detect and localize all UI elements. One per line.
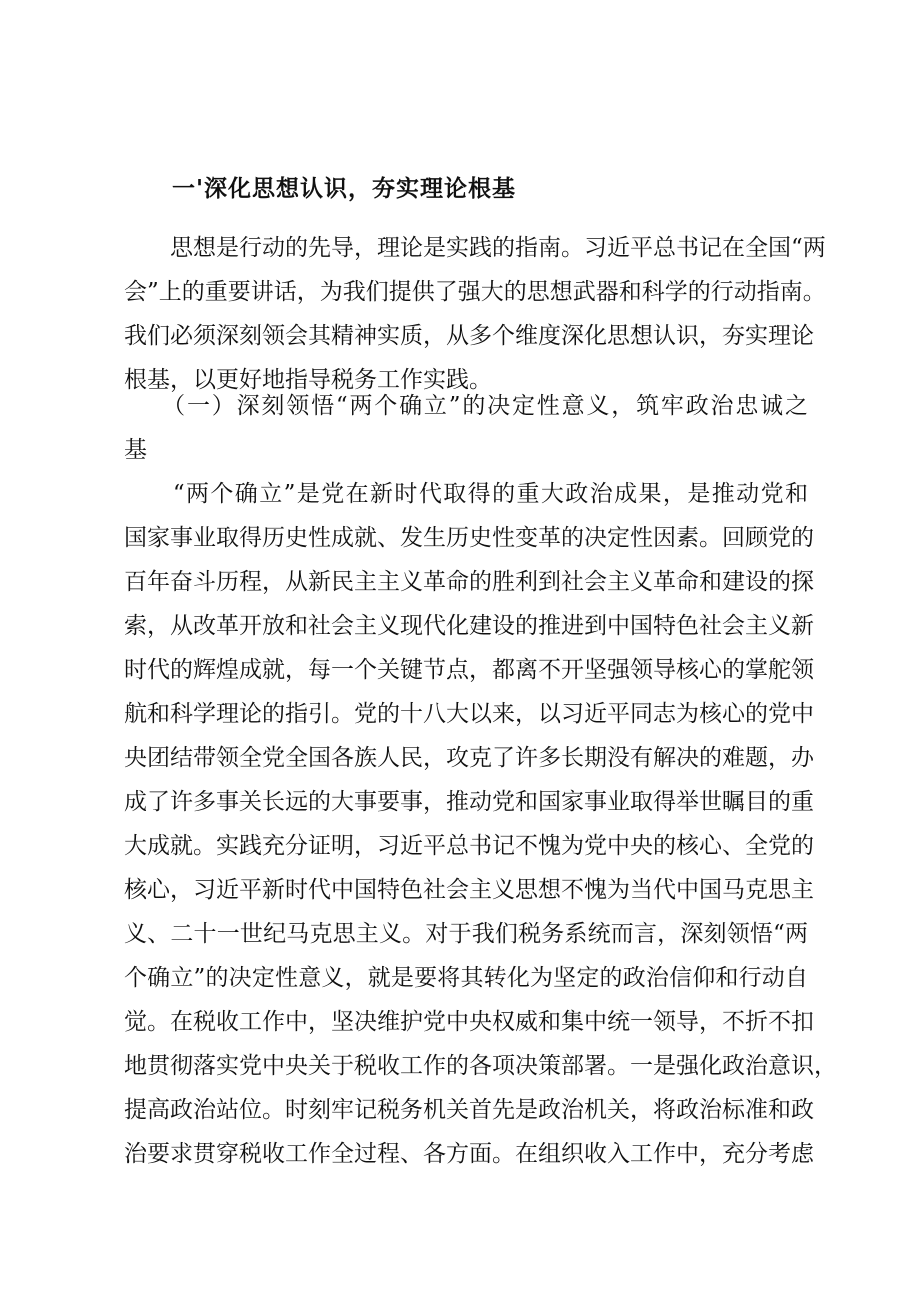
text-line: 基 <box>124 437 147 463</box>
text-line: 治要求贯穿税收工作全过程、各方面。在组织收入工作中，充分考虑 <box>124 1141 814 1167</box>
text-line: 地贯彻落实党中央关于税收工作的各项决策部署。一是强化政治意识， <box>124 1053 837 1079</box>
text-line: 会”上的重要讲话，为我们提供了强大的思想武器和科学的行动指南。 <box>124 279 826 305</box>
text-line: 大成就。实践充分证明，习近平总书记不愧为党中央的核心、全党的 <box>124 833 814 859</box>
text-line: “两个确立”是党在新时代取得的重大政治成果，是推动党和 <box>124 481 808 507</box>
text-line: 核心，习近平新时代中国特色社会主义思想不愧为当代中国马克思主 <box>124 877 814 903</box>
text-line: 我们必须深刻领会其精神实质，从多个维度深化思想认识，夯实理论 <box>124 323 814 349</box>
subsection-heading <box>124 384 808 472</box>
text-line: 时代的辉煌成就，每一个关键节点，都离不开坚强领导核心的掌舵领 <box>124 657 814 683</box>
paragraph-intro <box>124 226 826 402</box>
text-line: 义、二十一世纪马克思主义。对于我们税务系统而言，深刻领悟“两 <box>124 921 808 947</box>
text-line: 根基，以更好地指导税务工作实践。 <box>124 367 492 393</box>
text-line: 百年奋斗历程，从新民主主义革命的胜利到社会主义革命和建设的探 <box>124 569 814 595</box>
text-line: 央团结带领全党全国各族人民，攻克了许多长期没有解决的难题，办 <box>124 745 814 771</box>
text-line: 成了许多事关长远的大事要事，推动党和国家事业取得举世瞩目的重 <box>124 789 814 815</box>
text-line: 航和科学理论的指引。党的十八大以来，以习近平同志为核心的党中 <box>124 701 814 727</box>
text-line: 国家事业取得历史性成就、发生历史性变革的决定性因素。回顾党的 <box>124 525 814 551</box>
section-heading: 一'深化思想认识，夯实理论根基 <box>172 176 517 202</box>
text-line: 个确立”的决定性意义，就是要将其转化为坚定的政治信仰和行动自 <box>124 965 808 991</box>
text-line: （一）深刻领悟“两个确立”的决定性意义，筑牢政治忠诚之 <box>124 393 808 419</box>
text-line: 思想是行动的先导，理论是实践的指南。习近平总书记在全国“两 <box>124 235 826 261</box>
text-line: 索，从改革开放和社会主义现代化建设的推进到中国特色社会主义新 <box>124 613 814 639</box>
text-line: 提高政治站位。时刻牢记税务机关首先是政治机关，将政治标准和政 <box>124 1097 814 1123</box>
text-line: 觉。在税收工作中，坚决维护党中央权威和集中统一领导，不折不扣 <box>124 1009 814 1035</box>
paragraph-body <box>124 472 837 1176</box>
